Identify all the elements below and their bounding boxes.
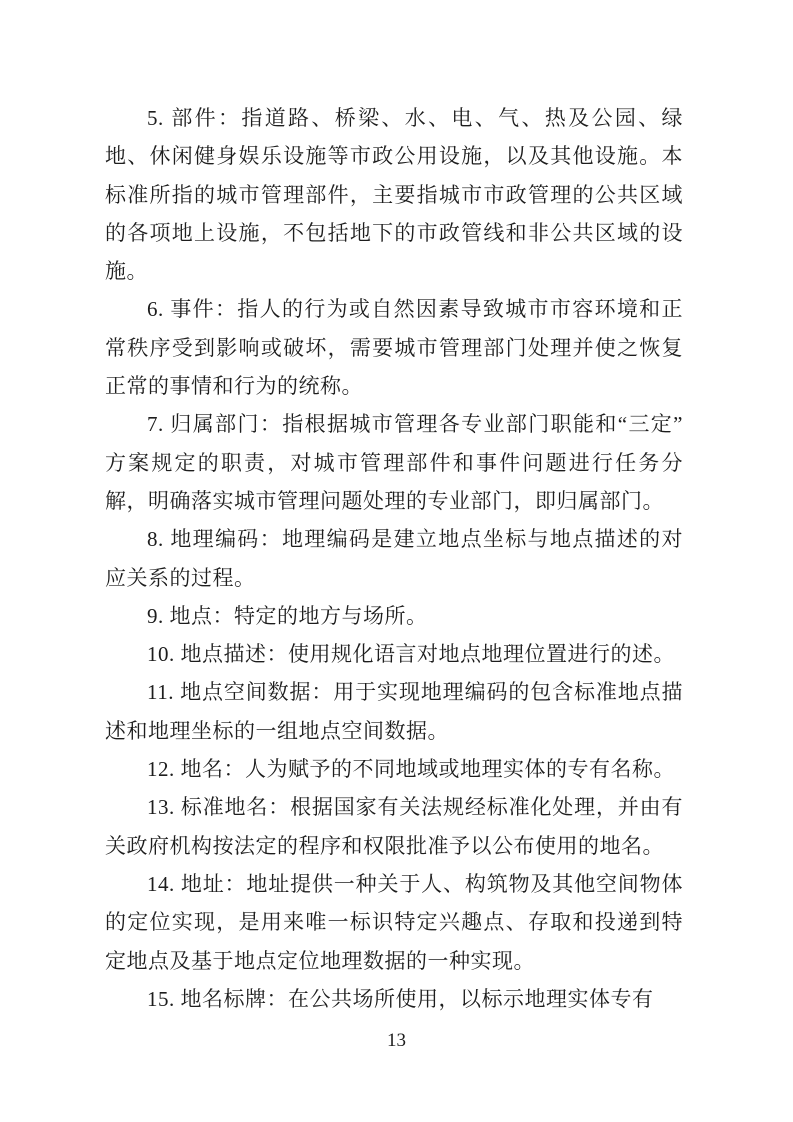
document-body <box>105 99 683 1018</box>
definition-item-11: 11. 地点空间数据：用于实现地理编码的包含标准地点描述和地理坐标的一组地点空间数据。 <box>105 680 683 743</box>
definition-item-13: 13. 标准地名：根据国家有关法规经标准化处理，并由有关政府机构按法定的程序和权限批准予以公布使用的地名。 <box>105 795 683 858</box>
definition-item-8: 8. 地理编码：地理编码是建立地点坐标与地点描述的对应关系的过程。 <box>105 527 683 590</box>
definition-item-6: 6. 事件：指人的行为或自然因素导致城市市容环境和正常秩序受到影响或破坏，需要城市管理部门处理并使之恢复正常的事情和行为的统称。 <box>105 297 683 399</box>
page-number: 13 <box>387 1030 406 1051</box>
definition-item-9: 9. 地点：特定的地方与场所。 <box>147 603 428 628</box>
definition-item-15: 15. 地名标牌：在公共场所使用，以标示地理实体专有 <box>147 986 654 1011</box>
definition-item-5: 5. 部件：指道路、桥梁、水、电、气、热及公园、绿地、休闲健身娱乐设施等市政公用设施，以及其他设施。本标准所指的城市管理部件，主要指城市市政管理的公共区域的各项地上设施，不包括地下的市政管线和非公共区域的设施。 <box>105 106 683 284</box>
definition-item-7: 7. 归属部门：指根据城市管理各专业部门职能和“三定”方案规定的职责，对城市管理部件和事件问题进行任务分解，明确落实城市管理问题处理的专业部门，即归属部门。 <box>105 412 683 513</box>
definition-item-12: 12. 地名：人为赋予的不同地域或地理实体的专有名称。 <box>147 757 675 782</box>
definition-item-14: 14. 地址：地址提供一种关于人、构筑物及其他空间物体的定位实现，是用来唯一标识特定兴趣点、存取和投递到特定地点及基于地点定位地理数据的一种实现。 <box>105 871 683 973</box>
definition-item-10: 10. 地点描述：使用规化语言对地点地理位置进行的述。 <box>147 642 675 667</box>
